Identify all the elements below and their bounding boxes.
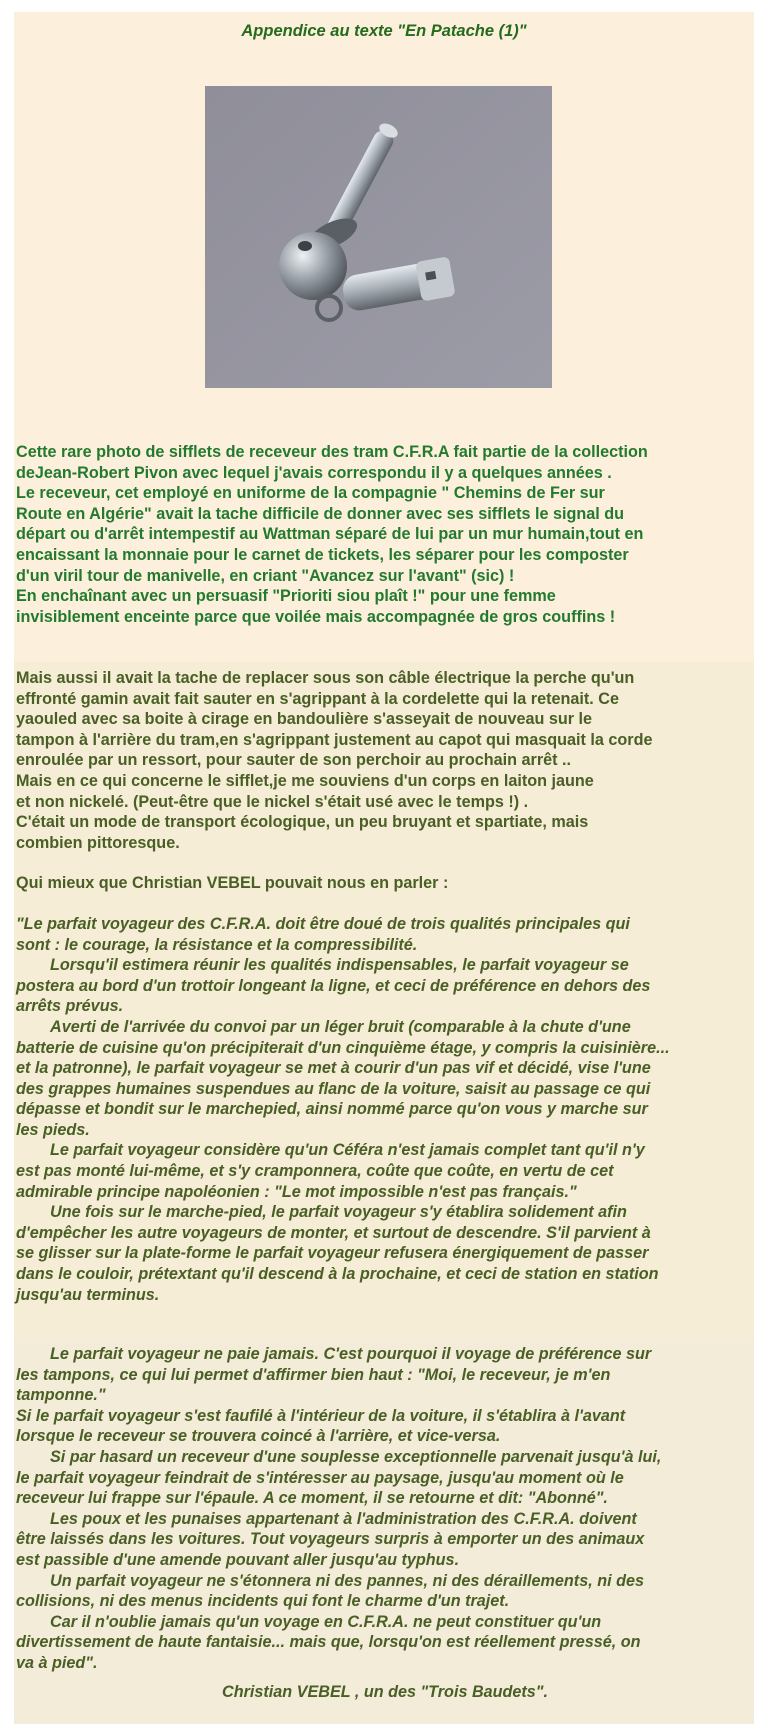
quote-line: les tampons, ce qui lui permet d'affirmer bien haut : "Moi, le receveur, je m'en [16, 1365, 611, 1384]
quote-line: se glisser sur la plate-forme le parfait voyageur refusera énergiquement de passer [16, 1244, 649, 1263]
quote-line: admirable principe napoléonien : "Le mot impossible n'est pas français." [16, 1182, 577, 1201]
quote-line: Si le parfait voyageur s'est faufilé à l'intérieur de la voiture, il s'établira à l'avant [16, 1406, 626, 1425]
text-line: effronté gamin avait fait sauter en s'agrippant à la cordelette qui la retenait. Ce [16, 689, 619, 708]
quote-line: est pas monté lui-même, et s'y cramponnera, coûte que coûte, en vertu de cet [16, 1162, 614, 1181]
quote-line: Les poux et les punaises appartenant à l'administration des C.F.R.A. doivent [50, 1509, 637, 1528]
lead-in-line: Qui mieux que Christian VEBEL pouvait nous en parler : [16, 874, 449, 893]
text-line: C'était un mode de transport écologique, un peu bruyant et spartiate, mais [16, 813, 589, 832]
quote-line: postera au bord d'un trottoir longeant la ligne, et ceci de préférence en dehors des [16, 976, 651, 995]
quote-line: dépasse et bondit sur le marchepied, ainsi nommé parce qu'on vous y marche sur [16, 1100, 648, 1119]
quote-line: Une fois sur le marche-pied, le parfait voyageur s'y établira solidement afin [50, 1203, 627, 1222]
text-line: Route en Algérie" avait la tache difficile de donner avec ses sifflets le signal du [16, 504, 625, 523]
page-title: Appendice au texte "En Patache (1)" [241, 22, 527, 40]
text-line: invisiblement enceinte parce que voilée mais accompagnée de gros couffins ! [16, 607, 616, 626]
quote-line: et la patronne), le parfait voyageur se met à courir d'un pas vif et décidé, vise l'une [16, 1059, 651, 1078]
text-line: deJean-Robert Pivon avec lequel j'avais correspondu il y a quelques années . [16, 463, 612, 482]
document-page [14, 12, 754, 1724]
quote-line: des grappes humaines suspendues au flanc de la voiture, saisit au passage ce qui [16, 1079, 651, 1098]
text-line: Cette rare photo de sifflets de receveur des tram C.F.R.A fait partie de la collection [16, 443, 648, 461]
quote-line: Si par hasard un receveur d'une souplesse exceptionnelle parvenait jusqu'à lui, [50, 1447, 662, 1466]
quote-line: receveur lui frappe sur l'épaule. A ce moment, il se retourne et dit: "Abonné". [16, 1489, 608, 1508]
text-line: Mais en ce qui concerne le sifflet,je me souviens d'un corps en laiton jaune [16, 771, 594, 790]
quote-line: le parfait voyageur feindrait de s'intéresser au paysage, jusqu'au moment où le [16, 1468, 624, 1487]
signature: Christian VEBEL , un des "Trois Baudets". [222, 1682, 548, 1701]
quote-line: jusqu'au terminus. [16, 1285, 160, 1304]
section-top [14, 12, 754, 662]
text-line: encaissant la monnaie pour le carnet de tickets, les séparer pour les composter [16, 545, 629, 564]
text-line: enroulée par un ressort, pour sauter de son perchoir au prochain arrêt .. [16, 751, 572, 770]
quote-part-2 [16, 1344, 754, 1702]
text-line: départ ou d'arrêt intempestif au Wattman séparé de lui par un mur humain,tout en [16, 525, 644, 544]
quote-line: "Le parfait voyageur des C.F.R.A. doit être doué de trois qualités principales qui [16, 914, 630, 933]
text-line: combien pittoresque. [16, 833, 180, 852]
text-line: yaouled avec sa boite à cirage en bandoulière s'asseyait de nouveau sur le [16, 710, 593, 729]
quote-line: Le parfait voyageur ne paie jamais. C'est pourquoi il voyage de préférence sur [50, 1345, 652, 1363]
quote-line: lorsque le receveur se trouvera coincé à l'arrière, et vice-versa. [16, 1427, 501, 1446]
text-line: et non nickelé. (Peut-être que le nickel s'était usé avec le temps !) . [16, 792, 529, 811]
quote-line: les pieds. [16, 1120, 90, 1139]
quote-line: est passible d'une amende pouvant aller jusqu'au typhus. [16, 1550, 460, 1569]
quote-line: arrêts prévus. [16, 997, 124, 1016]
quote-line: Le parfait voyageur considère qu'un Céféra n'est jamais complet tant qu'il n'y [50, 1141, 645, 1160]
text-line: d'un viril tour de manivelle, en criant "Avancez sur l'avant" (sic) ! [16, 566, 515, 585]
quote-line: dans le couloir, prétextant qu'il descend à la prochaine, et ceci de station en station [16, 1265, 659, 1284]
quote-line: d'empêcher les autre voyageurs de monter, et surtout de descendre. S'il parvient à [16, 1223, 651, 1242]
section-middle [14, 662, 754, 1338]
text-line: En enchaînant avec un persuasif "Prioriti siou plaît !" pour une femme [16, 587, 556, 606]
intro-paragraph [16, 442, 754, 627]
text-line: tampon à l'arrière du tram,en s'agrippant justement au capot qui masquait la corde [16, 730, 653, 749]
quote-line: Un parfait voyageur ne s'étonnera ni des pannes, ni des déraillements, ni des [50, 1571, 644, 1590]
quote-line: collisions, ni des menus incidents qui font le charme d'un trajet. [16, 1592, 510, 1611]
text-line: Mais aussi il avait la tache de replacer sous son câble électrique la perche qu'un [16, 669, 635, 687]
text-line: Le receveur, cet employé en uniforme de la compagnie " Chemins de Fer sur [16, 484, 605, 503]
quote-line: Averti de l'arrivée du convoi par un léger bruit (comparable à la chute d'une [50, 1017, 631, 1036]
quote-line: être laissés dans les voitures. Tout voyageurs surpris à emporter un des animaux [16, 1530, 645, 1549]
quote-line: batterie de cuisine qu'on précipiterait d'un cinquième étage, y compris la cuisinière... [16, 1038, 670, 1057]
quote-line: divertissement de haute fantaisie... mais que, lorsqu'on est réellement pressé, on [16, 1633, 641, 1652]
quote-line: Lorsqu'il estimera réunir les qualités indispensables, le parfait voyageur se [50, 956, 629, 975]
quote-line: Car il n'oublie jamais qu'un voyage en C.F.R.A. ne peut constituer qu'un [50, 1612, 602, 1631]
quote-line: va à pied". [16, 1653, 98, 1672]
middle-paragraph [16, 668, 754, 1305]
quote-line: sont : le courage, la résistance et la compressibilité. [16, 935, 418, 954]
section-bottom [14, 1338, 754, 1724]
quote-part-1 [16, 914, 754, 1305]
quote-line: tamponne." [16, 1386, 106, 1405]
whistle-photo [205, 86, 552, 388]
